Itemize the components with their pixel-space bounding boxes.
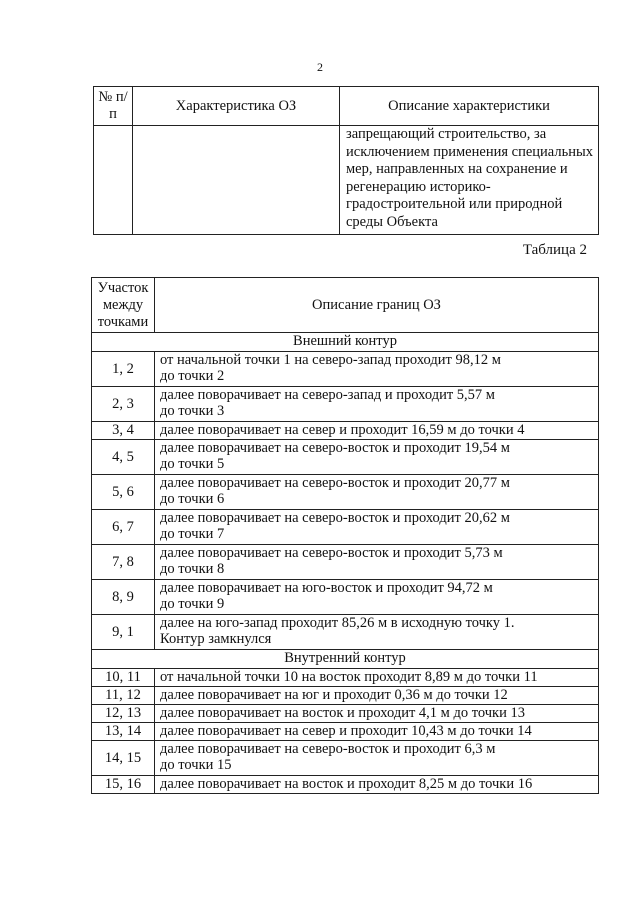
- description-line: до точки 15: [160, 757, 232, 774]
- boundary-description-cell: [155, 705, 599, 723]
- description-line: далее поворачивает на север и проходит 10,43 м до точки 14: [160, 723, 532, 739]
- description-line: до точки 3: [160, 403, 225, 420]
- segment-cell: 6, 7: [92, 510, 155, 545]
- description-line: далее поворачивает на север и проходит 16,59 м до точки 4: [160, 422, 525, 438]
- description-line: далее поворачивает на восток и проходит 4,1 м до точки 13: [160, 705, 525, 721]
- segment-cell: 12, 13: [92, 705, 155, 723]
- segment-cell: 7, 8: [92, 545, 155, 580]
- boundaries-table-body: [92, 333, 599, 794]
- boundary-description-cell: [155, 687, 599, 705]
- characteristic-cell: [133, 126, 340, 235]
- segment-cell: 1, 2: [92, 352, 155, 387]
- description-line: от начальной точки 10 на восток проходит 8,89 м до точки 11: [160, 669, 538, 685]
- section-title: Внутренний контур: [92, 650, 599, 669]
- description-line: до точки 6: [160, 491, 225, 508]
- boundary-description-cell: [155, 475, 599, 510]
- table-header-row: [94, 87, 599, 126]
- description-line: далее поворачивает на северо-восток и проходит 5,73 м: [160, 545, 503, 561]
- boundary-description-cell: [155, 545, 599, 580]
- boundary-description-cell: [155, 387, 599, 422]
- description-line: далее поворачивает на восток и проходит 8,25 м до точки 16: [160, 776, 533, 792]
- description-line: далее поворачивает на северо-восток и проходит 19,54 м: [160, 440, 510, 456]
- column-header-number: № п/п: [94, 87, 133, 126]
- table-row: [92, 741, 599, 776]
- column-header-boundary-description: Описание границ ОЗ: [155, 278, 599, 333]
- boundary-description-cell: [155, 741, 599, 776]
- description-line: далее поворачивает на северо-восток и проходит 20,77 м: [160, 475, 510, 491]
- boundary-description-cell: [155, 776, 599, 794]
- section-title: Внешний контур: [92, 333, 599, 352]
- boundary-description-cell: [155, 615, 599, 650]
- segment-cell: 8, 9: [92, 580, 155, 615]
- description-line: до точки 2: [160, 368, 225, 385]
- boundary-description-cell: [155, 510, 599, 545]
- description-line: до точки 5: [160, 456, 225, 473]
- table-row: [92, 580, 599, 615]
- description-line: до точки 8: [160, 561, 225, 578]
- table-row: [92, 723, 599, 741]
- segment-cell: 5, 6: [92, 475, 155, 510]
- description-line: далее поворачивает на северо-запад и проходит 5,57 м: [160, 387, 495, 403]
- section-row: [92, 650, 599, 669]
- segment-cell: 13, 14: [92, 723, 155, 741]
- segment-cell: 2, 3: [92, 387, 155, 422]
- table-row: [92, 615, 599, 650]
- table-row: [92, 687, 599, 705]
- description-cell: запрещающий строительство, за исключением применения специальных мер, направленных на сохранение и регенерацию историко-градостроительной или природной среды Объекта: [340, 126, 599, 235]
- boundary-description-cell: [155, 352, 599, 387]
- description-line: далее поворачивает на юго-восток и проходит 94,72 м: [160, 580, 493, 596]
- table-row: [92, 352, 599, 387]
- table-row: [94, 126, 599, 235]
- segment-cell: 11, 12: [92, 687, 155, 705]
- description-line: далее поворачивает на северо-восток и проходит 20,62 м: [160, 510, 510, 526]
- segment-cell: 3, 4: [92, 422, 155, 440]
- boundary-description-cell: [155, 580, 599, 615]
- boundaries-table: [91, 277, 599, 794]
- description-line: до точки 7: [160, 526, 225, 543]
- table-row: [92, 440, 599, 475]
- description-line: далее поворачивает на северо-восток и проходит 6,3 м: [160, 741, 496, 757]
- description-line: от начальной точки 1 на северо-запад проходит 98,12 м: [160, 352, 501, 368]
- description-line: до точки 9: [160, 596, 225, 613]
- table-row: [92, 475, 599, 510]
- table-row: [92, 669, 599, 687]
- table-row: [92, 422, 599, 440]
- description-line: Контур замкнулся: [160, 631, 272, 648]
- description-line: далее на юго-запад проходит 85,26 м в исходную точку 1.: [160, 615, 515, 631]
- page-number: 2: [317, 60, 323, 74]
- boundary-description-cell: [155, 422, 599, 440]
- segment-cell: 15, 16: [92, 776, 155, 794]
- column-header-segment: Участок между точками: [92, 278, 155, 333]
- table-header-row: [92, 278, 599, 333]
- row-number-cell: [94, 126, 133, 235]
- table-row: [92, 545, 599, 580]
- table-row: [92, 776, 599, 794]
- table-row: [92, 705, 599, 723]
- section-row: [92, 333, 599, 352]
- characteristics-table: [93, 86, 599, 235]
- column-header-characteristic: Характеристика ОЗ: [133, 87, 340, 126]
- column-header-description: Описание характеристики: [340, 87, 599, 126]
- boundary-description-cell: [155, 669, 599, 687]
- table-row: [92, 387, 599, 422]
- boundary-description-cell: [155, 723, 599, 741]
- table-row: [92, 510, 599, 545]
- description-line: далее поворачивает на юг и проходит 0,36 м до точки 12: [160, 687, 508, 703]
- segment-cell: 9, 1: [92, 615, 155, 650]
- segment-cell: 14, 15: [92, 741, 155, 776]
- table-caption: Таблица 2: [522, 242, 587, 258]
- boundary-description-cell: [155, 440, 599, 475]
- segment-cell: 4, 5: [92, 440, 155, 475]
- segment-cell: 10, 11: [92, 669, 155, 687]
